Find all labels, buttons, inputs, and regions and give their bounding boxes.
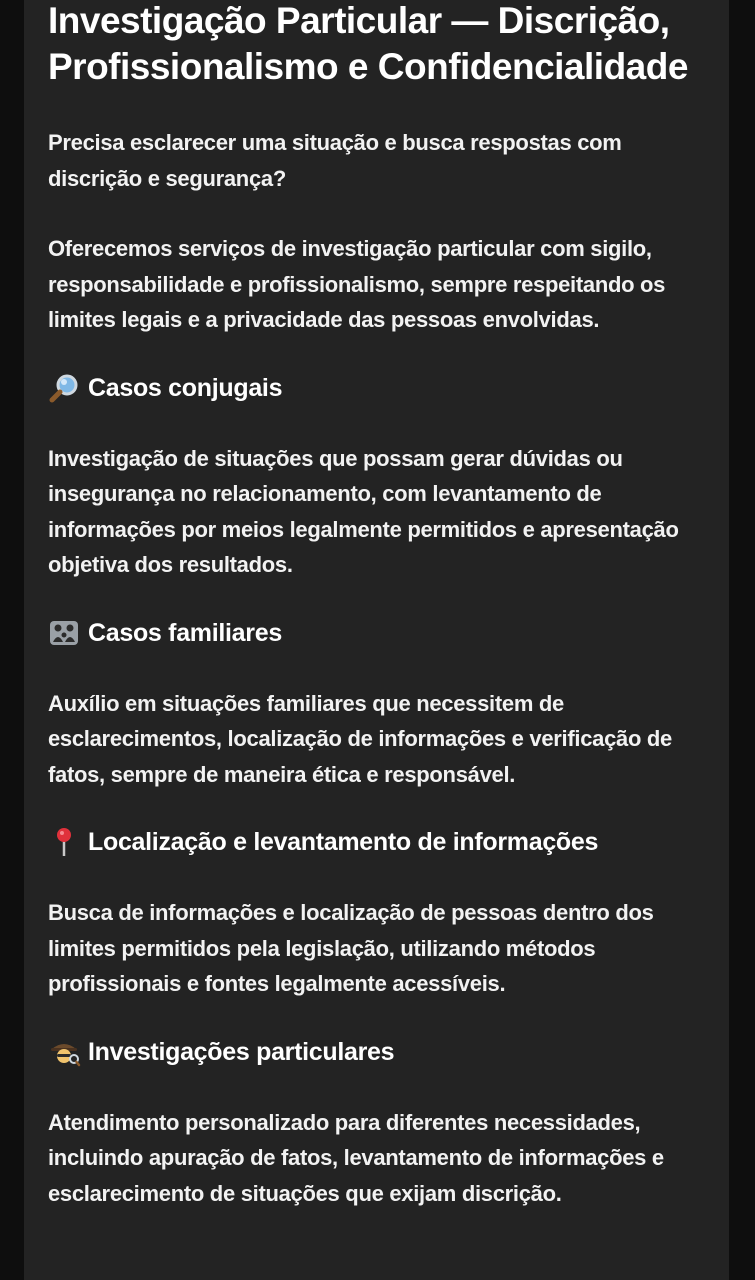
article-title: Investigação Particular — Discrição, Profissionalismo e Confidencialidade <box>48 0 688 87</box>
bottom-fade <box>24 1236 729 1280</box>
section-text-familiares: Auxílio em situações familiares que necessitem de esclarecimentos, localização de informações e verificação de fatos, sempre de maneira ética e responsável. <box>48 690 672 787</box>
left-margin <box>0 0 24 1280</box>
location-pin-icon <box>48 827 82 857</box>
intro-question: Precisa esclarecer uma situação e busca respostas com discrição e segurança? <box>48 130 622 191</box>
section-heading-label: Casos familiares <box>88 618 282 647</box>
section-text-conjugais: Investigação de situações que possam gerar dúvidas ou insegurança no relacionamento, com levantamento de informações por meios legalmente permitidos e apresentação objetiva dos resultados. <box>48 445 679 577</box>
family-icon <box>48 618 82 648</box>
section-heading-label: Casos conjugais <box>88 373 283 402</box>
right-margin <box>729 0 755 1280</box>
section-heading-label: Investigações particulares <box>88 1037 395 1066</box>
section-text-investigacoes: Atendimento personalizado para diferentes necessidades, incluindo apuração de fatos, levantamento de informações e esclarecimento de situações que exijam discrição. <box>48 1109 664 1206</box>
intro-text: Oferecemos serviços de investigação particular com sigilo, responsabilidade e profissionalismo, sempre respeitando os limites legais e a privacidade das pessoas envolvidas. <box>48 236 666 332</box>
section-heading-familiares <box>48 616 708 650</box>
section-text-localizacao: Busca de informações e localização de pessoas dentro dos limites permitidos pela legislação, utilizando métodos profissionais e fontes legalmente acessíveis. <box>48 900 654 996</box>
detective-icon <box>48 1037 82 1067</box>
article-panel[interactable] <box>24 0 729 1280</box>
section-heading-investigacoes <box>48 1035 708 1069</box>
section-heading-conjugais <box>48 371 708 405</box>
section-heading-label: Localização e levantamento de informações <box>88 828 599 856</box>
magnifying-glass-icon <box>48 373 82 403</box>
article-content <box>48 0 708 1211</box>
section-heading-localizacao <box>48 825 708 859</box>
